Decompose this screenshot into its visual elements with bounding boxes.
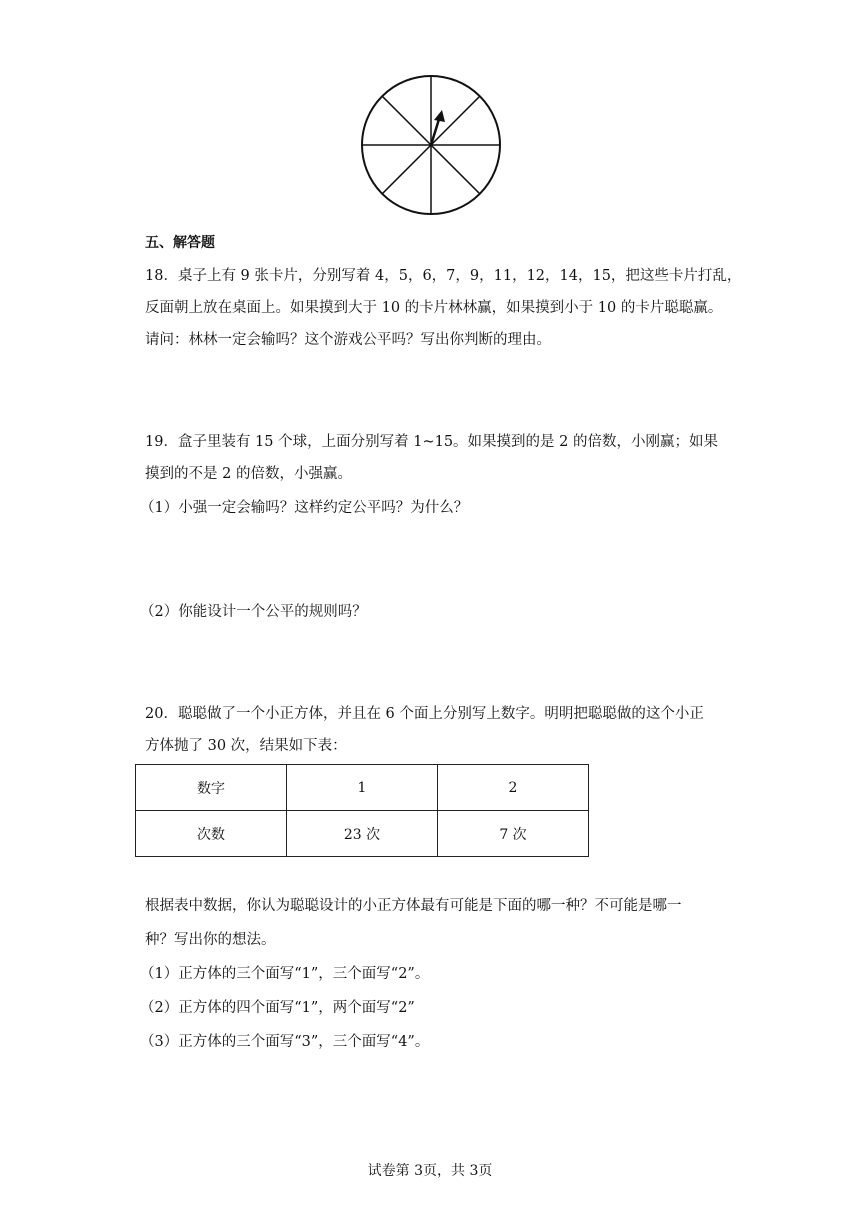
table-cell: 7 次: [438, 811, 589, 857]
q18-line: 18．桌子上有 9 张卡片，分别写着 4，5，6，7，9，11，12，14，15，把这些卡片打乱，: [145, 268, 742, 284]
results-table: [135, 764, 589, 857]
q18-line: 请问：林林一定会输吗？这个游戏公平吗？写出你判断的理由。: [145, 332, 551, 348]
pointer-arrowhead: [434, 110, 445, 122]
table-cell: 2: [438, 765, 589, 811]
q19-line: 摸到的不是 2 的倍数，小强赢。: [145, 466, 352, 482]
table-row: [136, 765, 589, 811]
q19-part2: （2）你能设计一个公平的规则吗？: [140, 604, 367, 620]
q19-part1: （1）小强一定会输吗？这样约定公平吗？为什么？: [140, 500, 469, 516]
table-row: [136, 811, 589, 857]
table-cell: 23 次: [287, 811, 438, 857]
q20-line: 20．聪聪做了一个小正方体，并且在 6 个面上分别写上数字。明明把聪聪做的这个小正: [145, 706, 704, 722]
spinner-diagram: [358, 72, 504, 218]
table-cell: 数字: [136, 765, 287, 811]
q20-after-line: 种？写出你的想法。: [145, 932, 276, 948]
q20-line: 方体抛了 30 次，结果如下表：: [145, 738, 347, 754]
page-footer: 试卷第 3页，共 3页: [367, 1163, 493, 1179]
q19-line: 19．盒子里装有 15 个球，上面分别写着 1~15。如果摸到的是 2 的倍数，小刚赢；如果: [145, 434, 718, 450]
section-heading: 五、解答题: [145, 235, 215, 251]
q18-line: 反面朝上放在桌面上。如果摸到大于 10 的卡片林林赢，如果摸到小于 10 的卡片聪聪赢。: [145, 300, 723, 316]
q20-after-line: 根据表中数据，你认为聪聪设计的小正方体最有可能是下面的哪一种？不可能是哪一: [145, 898, 682, 914]
table-cell: 1: [287, 765, 438, 811]
q20-option: （1）正方体的三个面写“1”，三个面写“2”。: [140, 966, 430, 982]
q20-option: （3）正方体的三个面写“3”，三个面写“4”。: [140, 1034, 430, 1050]
table-cell: 次数: [136, 811, 287, 857]
q20-option: （2）正方体的四个面写“1”，两个面写“2”: [140, 1000, 415, 1016]
